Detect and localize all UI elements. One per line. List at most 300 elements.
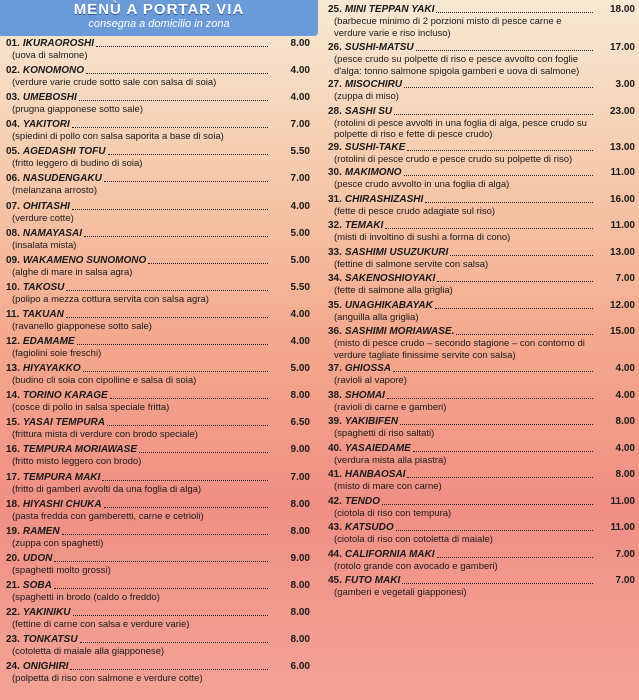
item-description: (zuppa con spaghetti) (12, 537, 104, 549)
menu-item (0, 37, 318, 62)
item-description: (frittura mista di verdure con brodo speciale) (12, 429, 198, 441)
item-description: (ciotola di riso con cotoletta di maiale) (334, 534, 493, 545)
menu-item (322, 41, 639, 77)
menu-item (0, 308, 318, 333)
item-number: 18. (6, 498, 20, 510)
item-name: HIYAYAKKO (22, 363, 81, 375)
left-menu-list (0, 37, 318, 687)
item-name: HIYASHI CHUKA (22, 498, 102, 510)
item-number: 01. (6, 38, 20, 49)
item-price: 7.00 (290, 471, 310, 483)
menu-item (0, 389, 318, 414)
item-description: (ravioli al vapore) (334, 375, 407, 386)
item-number: 02. (6, 65, 20, 77)
dot-leader (413, 450, 593, 452)
item-price: 5.00 (290, 227, 310, 239)
item-description: (misti di involtino di sushi a forma di cono) (334, 232, 511, 243)
menu-item (322, 548, 639, 573)
item-number: 21. (6, 579, 20, 591)
dot-leader (80, 641, 268, 643)
item-name: KONOMONO (22, 65, 85, 77)
menu-item-row (0, 606, 318, 619)
item-description: (verdura mista alla piastra) (334, 454, 447, 466)
item-name: HANBAOSAI (344, 469, 406, 480)
dot-leader (402, 582, 593, 584)
item-name: TENDO (344, 495, 380, 507)
menu-item-row (0, 525, 318, 538)
item-price: 11.00 (610, 167, 635, 178)
item-price: 8.00 (615, 469, 635, 480)
item-description: (ciotola di riso con tempura) (334, 507, 452, 519)
item-name: TORINO KARAGE (22, 390, 108, 402)
item-description: (fritto misto leggero con brodo) (12, 456, 142, 468)
menu-item (322, 193, 639, 218)
item-number: 05. (6, 146, 20, 158)
item-price: 7.00 (615, 273, 635, 284)
dot-leader (139, 451, 268, 453)
menu-item-row (0, 335, 318, 348)
item-name: RAMEN (22, 525, 60, 537)
menu-item (322, 105, 639, 141)
dot-leader (404, 86, 593, 88)
item-name: SOBA (22, 579, 52, 591)
item-price: 5.50 (290, 281, 310, 293)
item-name: TAKOSU (22, 281, 65, 293)
dot-leader (62, 533, 268, 535)
dot-leader (385, 227, 593, 229)
dot-leader (382, 503, 593, 505)
item-number: 22. (6, 606, 20, 618)
dot-leader (66, 316, 268, 318)
item-number: 19. (6, 525, 20, 537)
menu-item-row (322, 442, 639, 455)
menu-item (322, 495, 639, 520)
item-number: 35. (328, 299, 342, 311)
item-price: 4.00 (290, 336, 310, 348)
menu-item-row (0, 498, 318, 511)
menu-item-row (322, 574, 639, 587)
menu-item (0, 64, 318, 89)
item-price: 6.50 (290, 417, 310, 429)
menu-item-row (322, 548, 639, 561)
item-price: 4.00 (290, 200, 310, 212)
menu-item-row (0, 200, 318, 213)
item-number: 32. (328, 220, 342, 231)
item-number: 06. (6, 173, 20, 185)
item-number: 41. (328, 469, 342, 480)
item-name: NAMAYASAI (22, 227, 82, 239)
item-name: YAKIBIFEN (344, 416, 399, 427)
dot-leader (86, 72, 268, 74)
menu-item-row (0, 633, 318, 646)
item-description: (pesce crudo avvolto in una foglia di alga) (334, 179, 510, 190)
item-description: (budino cli soia con cipolline e salsa di soia) (12, 375, 197, 387)
menu-item (0, 606, 318, 631)
menu-item (0, 498, 318, 523)
item-name: GHIOSSA (344, 363, 392, 374)
item-name: UNAGHIKABAYAK (344, 299, 433, 311)
right-column (322, 0, 639, 700)
dot-leader (54, 560, 268, 562)
dot-leader (393, 370, 593, 372)
item-description: (pasta fredda con gamberetti, carne e cetrioli) (12, 510, 204, 522)
dot-leader (148, 262, 268, 264)
menu-item (322, 246, 639, 271)
item-description: (verdure cotte) (12, 212, 74, 224)
item-description: (fritto leggero di budino di soia) (12, 158, 143, 170)
item-description: (misto di pesce crudo – secondo stagione – con contorno di verdure tagliate finissime servite con salsa) (334, 338, 585, 361)
item-price: 18.00 (609, 4, 635, 15)
menu-item-row (322, 41, 639, 54)
dot-leader (72, 126, 268, 128)
item-name: UDON (22, 552, 53, 564)
item-number: 28. (328, 105, 342, 117)
item-description: (pesce crudo su polpette di riso e pesce avvolto con foglie d'alga: tonno salmone spigola gamberi e uova di salmone) (334, 54, 580, 77)
item-name: TEMAKI (344, 220, 384, 231)
item-description: (rotolini di pesce crudo e pesce crudo su polpette di riso) (334, 153, 573, 165)
item-description: (spaghetti in brodo (caldo o freddo) (12, 591, 160, 603)
menu-item (322, 574, 639, 599)
item-price: 8.00 (290, 38, 310, 49)
dot-leader (83, 370, 268, 372)
item-price: 13.00 (609, 246, 635, 258)
item-name: NASUDENGAKU (22, 173, 102, 185)
menu-header (0, 0, 318, 36)
item-name: OHITASHI (22, 200, 70, 212)
item-name: EDAMAME (22, 336, 75, 348)
item-price: 7.00 (615, 575, 635, 586)
item-number: 31. (328, 193, 342, 205)
menu-item-row (322, 193, 639, 206)
item-price: 3.00 (615, 79, 635, 90)
item-description: (polipo a mezza cottura servita con salsa agra) (12, 293, 209, 305)
menu-item (322, 415, 639, 440)
item-price: 16.00 (609, 193, 635, 205)
item-name: UMEBOSHI (22, 92, 77, 104)
item-price: 7.00 (615, 548, 635, 560)
item-number: 29. (328, 141, 342, 153)
menu-item (322, 141, 639, 166)
menu-item (0, 362, 318, 387)
item-number: 39. (328, 416, 342, 427)
item-price: 8.00 (290, 525, 310, 537)
item-number: 40. (328, 442, 342, 454)
dot-leader (456, 333, 593, 335)
menu-item-row (0, 37, 318, 50)
item-price: 23.00 (609, 105, 635, 117)
menu-item (322, 272, 639, 297)
menu-item-row (0, 308, 318, 321)
item-name: CHIRASHIZASHI (344, 193, 424, 205)
item-name: WAKAMENO SUNOMONO (22, 254, 147, 266)
menu-item-row (322, 166, 639, 179)
item-description: (prugna giapponese sotto sale) (12, 104, 143, 116)
item-name: SASHIMI MORIAWASE. (344, 326, 455, 337)
item-number: 45. (328, 575, 342, 586)
dot-leader (77, 343, 268, 345)
item-price: 9.00 (290, 444, 310, 456)
menu-item (0, 91, 318, 116)
item-number: 03. (6, 92, 20, 104)
dot-leader (435, 307, 593, 309)
dot-leader (66, 289, 268, 291)
item-description: (cotoletta di maiale alla giapponese) (12, 646, 165, 658)
menu-item-row (0, 118, 318, 131)
menu-item (322, 3, 639, 39)
item-name: YASAI TEMPURA (22, 417, 105, 429)
item-description: (anguilla alla griglia) (334, 311, 419, 323)
menu-item (322, 442, 639, 467)
item-price: 4.00 (615, 442, 635, 454)
item-number: 30. (328, 167, 342, 178)
menu-item-row (322, 521, 639, 534)
dot-leader (54, 587, 268, 589)
item-price: 4.00 (615, 363, 635, 374)
dot-leader (107, 424, 268, 426)
item-number: 10. (6, 281, 20, 293)
item-description: (melanzana arrosto) (12, 185, 98, 197)
item-price: 12.00 (609, 299, 635, 311)
menu-item-row (0, 254, 318, 267)
item-number: 44. (328, 548, 342, 560)
dot-leader (110, 397, 268, 399)
item-description: (uova di salmone) (12, 50, 88, 61)
item-number: 27. (328, 79, 342, 90)
item-description: (ravioli di carne e gamberi) (334, 401, 447, 413)
item-description: (fritto di gamberi avvolti da una foglia di alga) (12, 483, 202, 495)
menu-item (0, 552, 318, 577)
dot-leader (104, 506, 268, 508)
item-name: IKURAOROSHI (22, 38, 95, 49)
menu-item-row (0, 145, 318, 158)
menu-item-row (322, 3, 639, 16)
item-price: 17.00 (609, 42, 635, 53)
item-name: TEMPURA MORIAWASE (22, 444, 137, 456)
menu-item (0, 145, 318, 170)
item-description: (fettine di salmone servite con salsa) (334, 258, 489, 270)
item-price: 4.00 (290, 92, 310, 104)
item-name: MINI TEPPAN YAKI (344, 4, 435, 15)
dot-leader (102, 479, 268, 481)
menu-item-row (322, 246, 639, 259)
menu-item-row (0, 471, 318, 484)
menu-item-row (0, 91, 318, 104)
item-name: YAKINIKU (22, 606, 71, 618)
item-price: 15.00 (609, 326, 635, 337)
item-number: 23. (6, 634, 20, 646)
menu-item-row (0, 552, 318, 565)
item-price: 8.00 (290, 390, 310, 402)
item-name: CALIFORNIA MAKI (344, 548, 435, 560)
menu-item (322, 219, 639, 244)
dot-leader (387, 397, 593, 399)
dot-leader (416, 49, 593, 51)
item-name: SUSHI-TAKE (344, 141, 406, 153)
menu-title: MENÙ A PORTAR VIA (73, 1, 245, 18)
item-description: (verdure varie crude sotto sale con salsa di soia) (12, 77, 217, 89)
menu-item-row (0, 281, 318, 294)
item-price: 11.00 (610, 522, 635, 533)
item-description: (spaghetti molto grossi) (12, 564, 111, 576)
item-number: 07. (6, 200, 20, 212)
menu-item-row (322, 389, 639, 402)
item-description: (polpetta di riso con salmone e verdure cotte) (12, 673, 203, 685)
item-number: 36. (328, 326, 342, 337)
menu-item (0, 525, 318, 550)
item-number: 14. (6, 390, 20, 402)
menu-item (322, 299, 639, 324)
menu-item (0, 579, 318, 604)
item-name: SAKENOSHIOYAKI (344, 273, 436, 284)
menu-item (322, 166, 639, 191)
item-price: 8.00 (290, 498, 310, 510)
item-number: 34. (328, 273, 342, 284)
item-name: TONKATSU (22, 634, 78, 646)
menu-item-row (322, 105, 639, 118)
menu-item-row (0, 362, 318, 375)
menu-item (0, 471, 318, 496)
dot-leader (96, 45, 268, 47)
item-price: 4.00 (290, 65, 310, 77)
dot-leader (84, 235, 268, 237)
item-number: 42. (328, 495, 342, 507)
item-name: TEMPURA MAKI (22, 471, 101, 483)
menu-item-row (0, 660, 318, 673)
item-description: (spiedini di pollo con salsa saporita a base di soia) (12, 131, 224, 143)
menu-item-row (0, 64, 318, 77)
item-number: 24. (6, 661, 20, 673)
item-price: 9.00 (290, 552, 310, 564)
dot-leader (436, 11, 593, 13)
item-name: ONIGHIRI (22, 661, 69, 673)
menu-item (0, 172, 318, 197)
dot-leader (70, 668, 268, 670)
menu-item (0, 416, 318, 441)
item-name: YASAIEDAME (344, 442, 411, 454)
menu-item (0, 200, 318, 225)
item-name: SHOMAI (344, 389, 385, 401)
item-name: TAKUAN (22, 308, 64, 320)
item-price: 13.00 (609, 141, 635, 153)
dot-leader (407, 149, 593, 151)
item-price: 6.00 (290, 661, 310, 673)
dot-leader (108, 153, 268, 155)
item-name: SASHIMI USUZUKURI (344, 246, 449, 258)
menu-item (322, 78, 639, 103)
menu-item (322, 362, 639, 387)
menu-item (0, 335, 318, 360)
item-description: (fette di salmone alla griglia) (334, 285, 453, 296)
item-description: (fagiolini soie freschi) (12, 348, 102, 360)
item-number: 16. (6, 444, 20, 456)
right-menu-list (322, 3, 639, 601)
item-price: 4.00 (290, 308, 310, 320)
item-price: 7.00 (290, 119, 310, 131)
item-name: FUTO MAKI (344, 575, 401, 586)
menu-item-row (0, 172, 318, 185)
menu-item-row (0, 579, 318, 592)
item-number: 43. (328, 522, 342, 533)
item-price: 7.00 (290, 173, 310, 185)
item-description: (fettine di carne con salsa e verdure varie) (12, 618, 190, 630)
dot-leader (104, 180, 268, 182)
item-description: (rotolo grande con avocado e gamberi) (334, 560, 498, 572)
item-price: 8.00 (615, 416, 635, 427)
menu-subtitle: consegna a domicilio in zona (88, 18, 230, 30)
menu-item-row (322, 272, 639, 285)
dot-leader (404, 174, 593, 176)
dot-leader (437, 280, 593, 282)
item-description: (alghe di mare in salsa agra) (12, 266, 133, 278)
menu-item-row (322, 415, 639, 428)
dot-leader (396, 529, 593, 531)
menu-item (322, 521, 639, 546)
item-description: (gamberi e vegetali giapponesi) (334, 587, 467, 598)
menu-item-row (322, 325, 639, 338)
item-description: (misto di mare con carne) (334, 481, 442, 492)
menu-item (322, 325, 639, 361)
item-description: (zuppa di miso) (334, 91, 399, 102)
left-column (0, 0, 318, 700)
dot-leader (450, 254, 593, 256)
menu-item-row (322, 219, 639, 232)
item-price: 8.00 (290, 606, 310, 618)
menu-item (0, 660, 318, 685)
item-name: SUSHI-MATSU (344, 42, 414, 53)
item-name: YAKITORI (22, 119, 70, 131)
dot-leader (72, 208, 268, 210)
menu-item-row (0, 389, 318, 402)
item-number: 13. (6, 363, 20, 375)
item-name: MISOCHIRU (344, 79, 403, 90)
menu-item (0, 633, 318, 658)
menu-item-row (322, 299, 639, 312)
menu-item (0, 118, 318, 143)
item-number: 38. (328, 389, 342, 401)
menu-item (0, 443, 318, 468)
menu-item (0, 254, 318, 279)
item-price: 5.50 (290, 146, 310, 158)
item-number: 04. (6, 119, 20, 131)
item-number: 12. (6, 336, 20, 348)
item-price: 5.00 (290, 254, 310, 266)
menu-item-row (322, 141, 639, 154)
menu-item (0, 281, 318, 306)
item-number: 20. (6, 552, 20, 564)
item-price: 11.00 (610, 220, 635, 231)
item-price: 11.00 (610, 495, 635, 507)
menu-item-row (322, 78, 639, 91)
menu-item-row (322, 468, 639, 481)
menu-item (322, 389, 639, 414)
menu-item (0, 227, 318, 252)
item-name: AGEDASHI TOFU (22, 146, 106, 158)
item-number: 15. (6, 417, 20, 429)
dot-leader (425, 201, 593, 203)
item-number: 26. (328, 42, 342, 53)
item-name: SASHI SU (344, 105, 393, 117)
dot-leader (437, 556, 593, 558)
item-number: 37. (328, 363, 342, 374)
item-number: 25. (328, 4, 342, 15)
dot-leader (79, 99, 268, 101)
item-name: MAKIMONO (344, 167, 402, 178)
dot-leader (407, 476, 593, 478)
menu-item-row (322, 362, 639, 375)
item-number: 17. (6, 471, 20, 483)
item-description: (cosce di pollo in salsa speciale fritta) (12, 402, 170, 414)
item-description: (spaghetti di riso saltati) (334, 428, 435, 439)
